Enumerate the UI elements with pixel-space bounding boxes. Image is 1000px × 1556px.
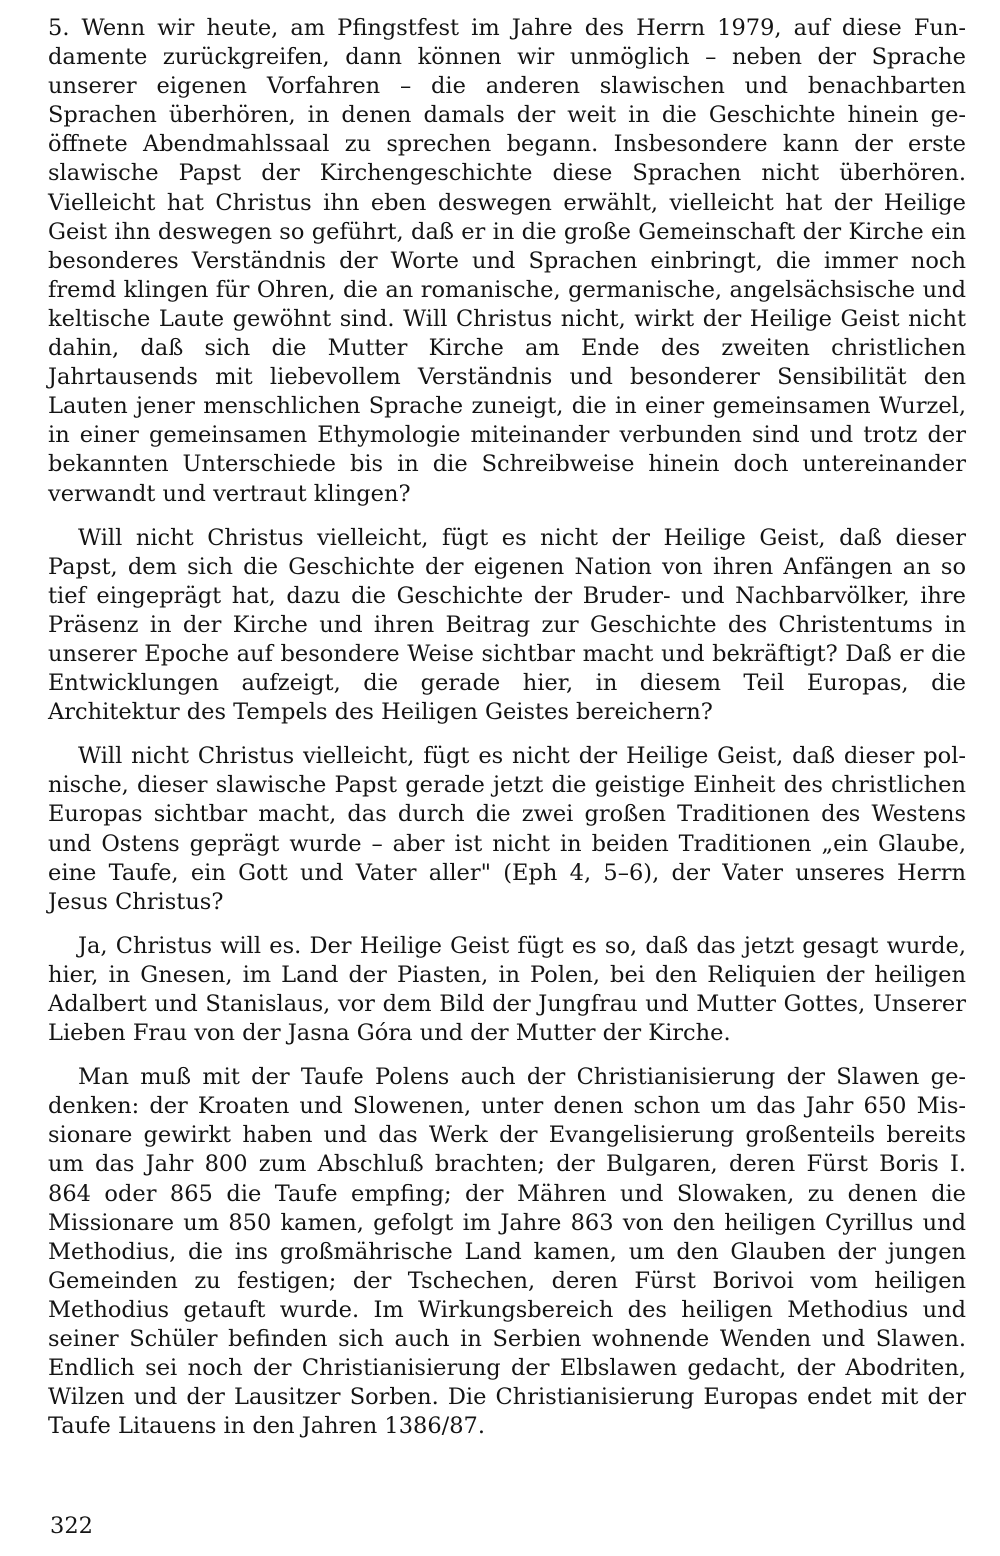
paragraph-2: Will nicht Christus vielleicht, fügt es nicht der Heilige Geist, daß dieser Papst, dem sich die Geschichte der eigenen Nation von ihren Anfängen an so tief eingeprägt hat, dazu die Geschichte der Bruder- und Nachbarvölker, ihre Präsenz in der Kirche und ihren Beitrag zur Geschichte des Christentums in unserer Epoche auf besondere Weise sichtbar macht und bekräftigt? Daß er die Entwicklungen aufzeigt, die gerade hier, in diesem Teil Europas, die Architektur des Tempels des Heiligen Geistes bereichern? — [48, 524, 966, 726]
paragraph-5: Man muß mit der Taufe Polens auch der Christianisierung der Slawen gedenken: der Kroaten und Slowenen, unter denen schon um das Jahr 650 Missionare gewirkt haben und das Werk der Evangelisierung großenteils bereits um das Jahr 800 zum Abschluß brachten; der Bulgaren, deren Fürst Boris I. 864 oder 865 die Taufe empfing; der Mähren und Slowaken, zu denen die Missionare um 850 kamen, gefolgt im Jahre 863 von den heiligen Cyrillus und Methodius, die ins großmährische Land kamen, um den Glauben der jungen Gemeinden zu festigen; der Tschechen, deren Fürst Borivoi vom heiligen Methodius getauft wurde. Im Wirkungsbereich des heiligen Methodius und seiner Schüler befinden sich auch in Serbien wohnende Wenden und Slawen. Endlich sei noch der Christianisierung der Elbslawen gedacht, der Abodriten, Wilzen und der Lausitzer Sorben. Die Christianisierung Europas endet mit der Taufe Litauens in den Jahren 1386/87. — [48, 1064, 966, 1440]
page-body — [48, 14, 966, 1441]
paragraph-4: Ja, Christus will es. Der Heilige Geist fügt es so, daß das jetzt gesagt wurde, hier, in Gnesen, im Land der Piasten, in Polen, bei den Reliquien der heiligen Adalbert und Stanislaus, vor dem Bild der Jungfrau und Mutter Gottes, Unserer Lieben Frau von der Jasna Góra und der Mutter der Kirche. — [48, 932, 966, 1047]
paragraph-1: 5. Wenn wir heute, am Pfingstfest im Jahre des Herrn 1979, auf diese Fundamente zurückgreifen, dann können wir unmöglich – neben der Sprache unserer eigenen Vorfahren – die anderen slawischen und benachbarten Sprachen überhören, in denen damals der weit in die Geschichte hinein geöffnete Abendmahlssaal zu sprechen begann. Insbesondere kann der erste slawische Papst der Kirchengeschichte diese Sprachen nicht überhören. Vielleicht hat Christus ihn eben deswegen erwählt, vielleicht hat der Heilige Geist ihn deswegen so geführt, daß er in die große Gemeinschaft der Kirche ein besonderes Verständnis der Worte und Sprachen einbringt, die immer noch fremd klingen für Ohren, die an romanische, germanische, angelsächsische und keltische Laute gewöhnt sind. Will Christus nicht, wirkt der Heilige Geist nicht dahin, daß sich die Mutter Kirche am Ende des zweiten christlichen Jahrtausends mit liebevollem Verständnis und besonderer Sensibilität den Lauten jener menschlichen Sprache zuneigt, die in einer gemeinsamen Wurzel, in einer gemeinsamen Ethymologie miteinander verbunden sind und trotz der bekannten Unterschiede bis in die Schreibweise hinein doch untereinander verwandt und vertraut klingen? — [48, 15, 966, 507]
page-number: 322 — [50, 1513, 93, 1539]
paragraph-3: Will nicht Christus vielleicht, fügt es nicht der Heilige Geist, daß dieser polnische, dieser slawische Papst gerade jetzt die geistige Einheit des christlichen Europas sichtbar macht, das durch die zwei großen Traditionen des Westens und Ostens geprägt wurde – aber ist nicht in beiden Traditionen „ein Glaube, eine Taufe, ein Gott und Vater aller" (Eph 4, 5–6), der Vater unseres Herrn Jesus Christus? — [48, 743, 966, 915]
